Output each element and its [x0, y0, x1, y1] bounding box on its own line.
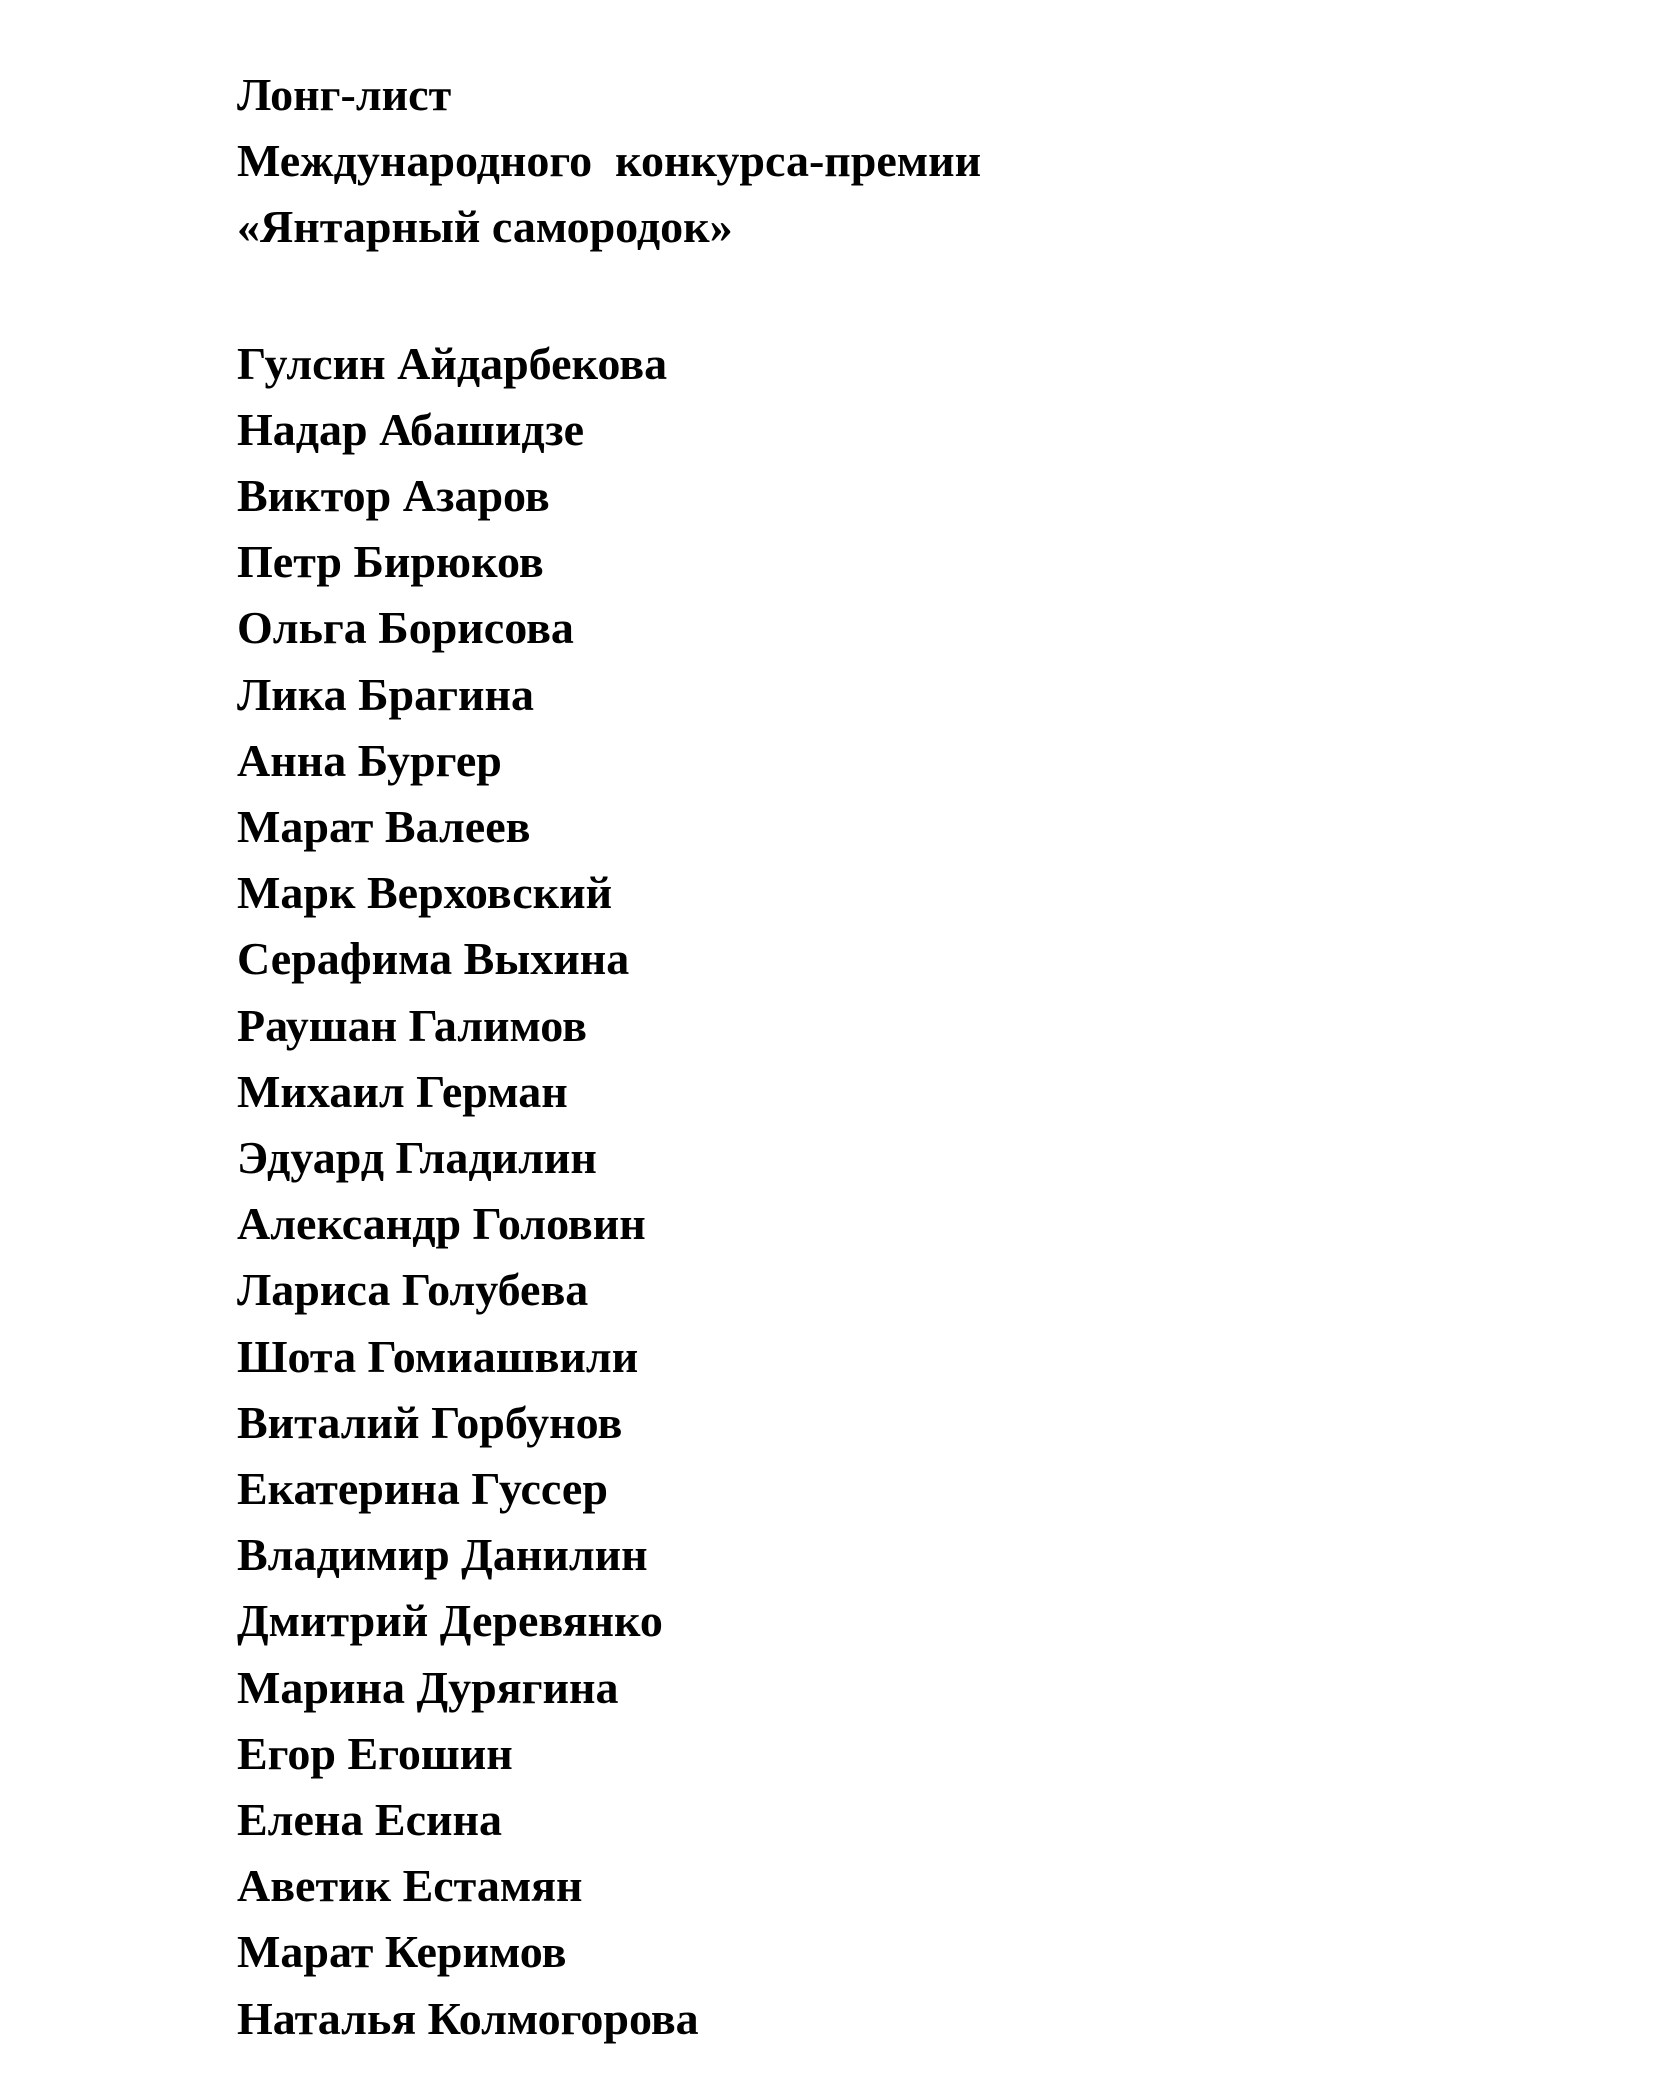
list-item: Наталья Колмогорова: [237, 1992, 699, 2044]
list-item: Марат Валеев: [237, 801, 531, 853]
list-item: Лариса Голубева: [237, 1264, 589, 1316]
list-item: Егор Егошин: [237, 1727, 513, 1779]
list-item: Раушан Галимов: [237, 999, 587, 1051]
header-title-line1: Лонг-лист: [237, 69, 452, 120]
list-item: Михаил Герман: [237, 1065, 568, 1117]
list-item: Надар Абашидзе: [237, 403, 585, 455]
list-item: Марк Верховский: [237, 867, 613, 919]
document-page: [237, 62, 1537, 2052]
participant-list: [237, 331, 1537, 2052]
list-item: Лика Брагина: [237, 668, 534, 720]
list-item: Екатерина Гуссер: [237, 1463, 608, 1515]
document-header: [237, 62, 1537, 261]
header-title-line2: Международного конкурса-премии: [237, 135, 982, 187]
header-title-line3: «Янтарный самородок»: [237, 201, 733, 253]
list-item: Ольга Борисова: [237, 602, 574, 654]
list-item: Анна Бургер: [237, 734, 502, 786]
list-item: Аветик Естамян: [237, 1860, 583, 1912]
header-spacer: [237, 261, 1537, 331]
list-item: Гулсин Айдарбекова: [237, 337, 668, 389]
list-item: Петр Бирюков: [237, 536, 544, 588]
list-item: Шота Гомиашвили: [237, 1330, 639, 1382]
list-item: Елена Есина: [237, 1794, 503, 1846]
list-item: Марат Керимов: [237, 1926, 567, 1978]
list-item: Виктор Азаров: [237, 470, 550, 522]
list-item: Дмитрий Деревянко: [237, 1595, 663, 1647]
list-item: Серафима Выхина: [237, 933, 630, 985]
list-item: Александр Головин: [237, 1198, 646, 1250]
list-item: Виталий Горбунов: [237, 1396, 623, 1448]
list-item: Владимир Данилин: [237, 1529, 648, 1581]
list-item: Эдуард Гладилин: [237, 1132, 597, 1184]
list-item: Марина Дурягина: [237, 1661, 619, 1713]
